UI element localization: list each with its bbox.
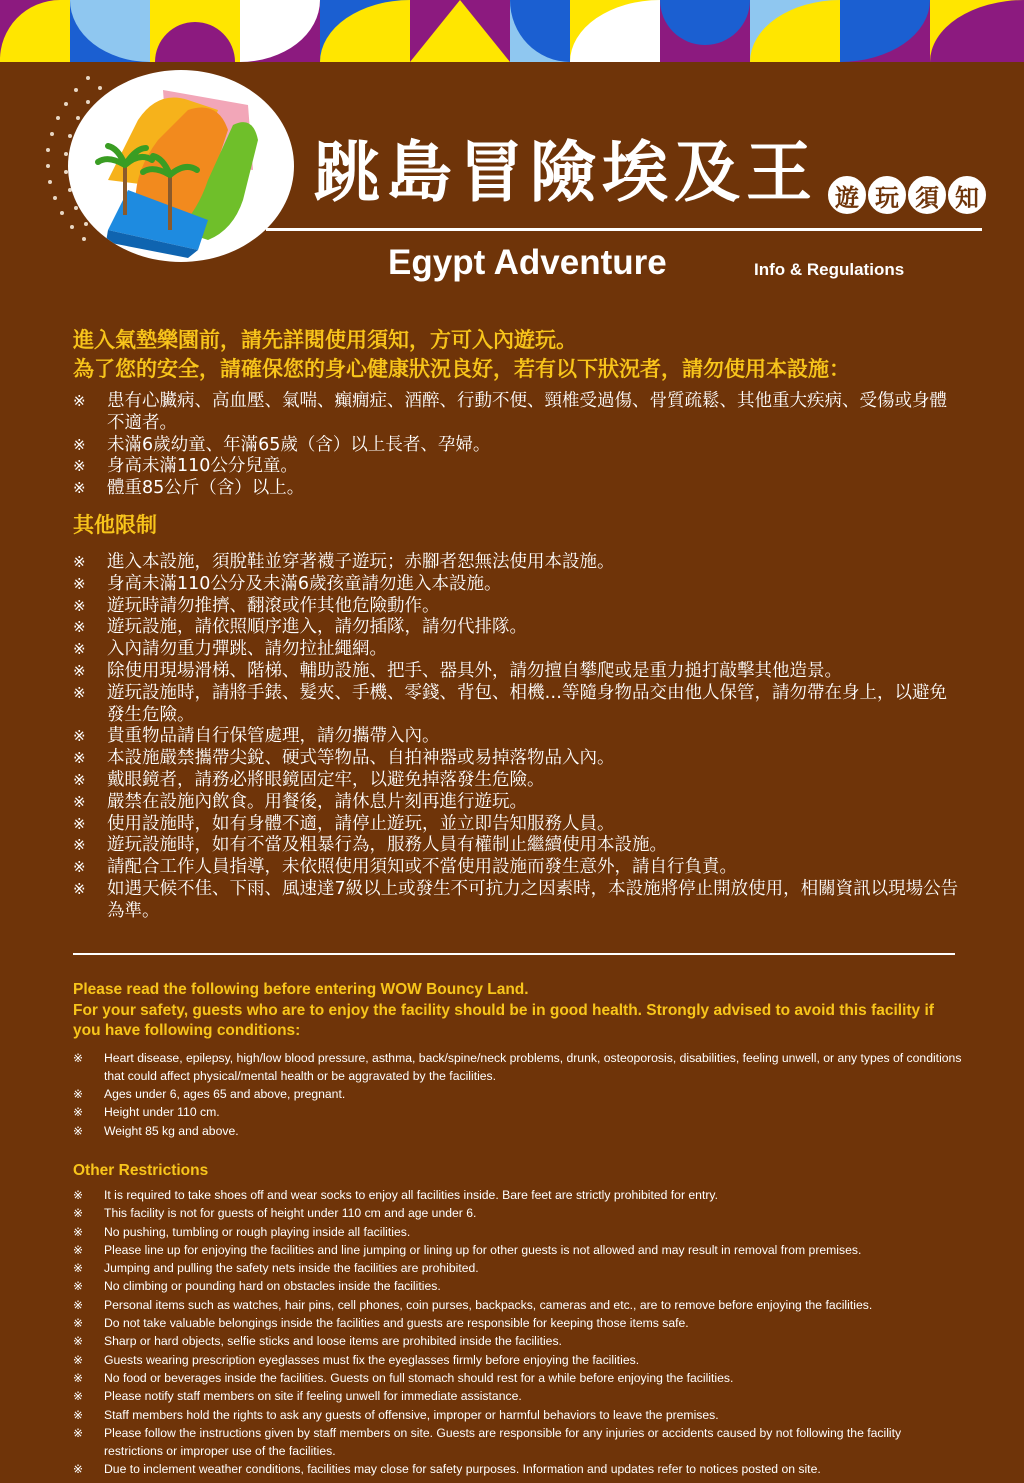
inflatable-slide-icon: [68, 70, 294, 262]
list-item: [73, 1406, 963, 1424]
bullet-mark-icon: ※: [73, 596, 86, 615]
list-item-text: No climbing or pounding hard on obstacles inside the facilities.: [104, 1279, 441, 1294]
list-item: [73, 435, 963, 457]
bullet-mark-icon: ※: [73, 1352, 84, 1367]
list-item: [73, 596, 963, 618]
bullet-mark-icon: ※: [73, 1425, 84, 1440]
list-item: [73, 1186, 963, 1204]
bullet-mark-icon: ※: [73, 1224, 84, 1239]
title-underline: [266, 228, 982, 231]
bullet-mark-icon: ※: [73, 1316, 84, 1331]
list-item-text: 遊玩設施時，請將手錶、髮夾、手機、零錢、背包、相機…等隨身物品交由他人保管，請勿帶在身上，以避免發生危險。: [107, 682, 947, 725]
list-item: [73, 1241, 963, 1259]
list-item-text: 身高未滿110公分及未滿6歲孩童請勿進入本設施。: [107, 573, 502, 594]
zh-intro-line-1: 進入氣墊樂園前，請先詳閱使用須知，方可入內遊玩。: [73, 328, 577, 352]
list-item-text: This facility is not for guests of height under 110 cm and age under 6.: [104, 1206, 477, 1221]
bullet-mark-icon: ※: [73, 749, 86, 768]
english-title: Egypt Adventure: [388, 243, 667, 282]
logo-illustration: [68, 70, 294, 262]
bullet-mark-icon: ※: [73, 1050, 84, 1065]
page-title: 跳島冒險埃及王: [314, 134, 818, 211]
list-item-text: It is required to take shoes off and wear socks to enjoy all facilities inside. Bare feet are strictly prohibited for entry.: [104, 1187, 718, 1202]
bullet-mark-icon: ※: [73, 1187, 84, 1202]
list-item-text: Sharp or hard objects, selfie sticks and loose items are prohibited inside the facilities.: [104, 1334, 562, 1349]
list-item: [73, 1103, 963, 1121]
bullet-mark-icon: ※: [73, 1334, 84, 1349]
bullet-mark-icon: ※: [73, 479, 86, 498]
list-item-text: 貴重物品請自行保管處理，請勿攜帶入內。: [107, 726, 440, 747]
list-item: [73, 456, 963, 478]
list-item: [73, 726, 963, 748]
list-item: [73, 1277, 963, 1295]
list-item: [73, 1332, 963, 1350]
list-item: [73, 1351, 963, 1369]
section-divider: [73, 953, 955, 955]
bullet-mark-icon: ※: [73, 1261, 84, 1276]
list-item-text: No food or beverages inside the facilities. Guests on full stomach should rest for a while before enjoying the facilities.: [104, 1370, 734, 1385]
list-item-text: 入內請勿重力彈跳、請勿拉扯繩網。: [107, 639, 387, 660]
rules-badge-group: [826, 174, 986, 216]
list-item-text: Guests wearing prescription eyeglasses must fix the eyeglasses firmly before enjoying the facilities.: [104, 1352, 640, 1367]
en-intro-line-2: For your safety, guests who are to enjoy the facility should be in good health. Strongly advised to avoid this facility if you have following conditions:: [73, 1001, 934, 1039]
badge-char: 須: [906, 174, 948, 216]
bullet-mark-icon: ※: [73, 640, 86, 659]
list-item-text: 體重85公斤（含）以上。: [107, 478, 305, 499]
list-item-text: 請配合工作人員指導，未依照使用須知或不當使用設施而發生意外，請自行負責。: [107, 857, 737, 878]
list-item: [73, 552, 963, 574]
list-item: [73, 574, 963, 596]
badge-char: 玩: [866, 174, 908, 216]
list-item-text: 遊玩設施，請依照順序進入，請勿插隊，請勿代排隊。: [107, 617, 527, 638]
list-item-text: 患有心臟病、高血壓、氣喘、癲癇症、酒醉、行動不便、頸椎受過傷、骨質疏鬆、其他重大疾病、受傷或身體不適者。: [107, 391, 947, 433]
list-item-text: 遊玩設施時，如有不當及粗暴行為，服務人員有權制止繼續使用本設施。: [107, 835, 667, 856]
bullet-mark-icon: ※: [73, 457, 86, 476]
list-item-text: No pushing, tumbling or rough playing inside all facilities.: [104, 1224, 411, 1239]
list-item-text: 遊玩時請勿推擠、翻滾或作其他危險動作。: [107, 595, 440, 616]
bullet-mark-icon: ※: [73, 1087, 84, 1102]
list-item-text: Please follow the instructions given by staff members on site. Guests are responsible for any injuries or accidents caused by not following the facility restrictions or improper use of the facilities.: [104, 1425, 902, 1459]
list-item: [73, 1122, 963, 1140]
list-item: [73, 617, 963, 639]
en-other-restrictions-heading: Other Restrictions: [73, 1161, 209, 1179]
english-subtitle: Info & Regulations: [754, 260, 905, 279]
list-item: [73, 879, 963, 923]
bullet-mark-icon: ※: [73, 858, 86, 877]
list-item-text: Ages under 6, ages 65 and above, pregnant.: [104, 1087, 346, 1102]
decorative-banner: [0, 0, 1024, 62]
list-item: [73, 770, 963, 792]
bullet-mark-icon: ※: [73, 552, 86, 571]
list-item-text: Please line up for enjoying the facilities and line jumping or lining up for other guests is not allowed and may result in removal from premises.: [104, 1242, 862, 1257]
list-item: [73, 1460, 963, 1478]
bullet-mark-icon: ※: [73, 1462, 84, 1477]
list-item-text: 嚴禁在設施內飲食。用餐後，請休息片刻再進行遊玩。: [107, 791, 527, 812]
list-item: [73, 1049, 963, 1086]
bullet-mark-icon: ※: [73, 836, 86, 855]
list-item: [73, 683, 963, 727]
bullet-mark-icon: ※: [73, 1206, 84, 1221]
list-item-text: Heart disease, epilepsy, high/low blood pressure, asthma, back/spine/neck problems, drunk, osteoporosis, disabilities, feeling unwell, or any types of conditions that could affect physical/mental health or be aggravated by the facilities.: [104, 1050, 962, 1083]
bullet-mark-icon: ※: [73, 661, 86, 680]
bullet-mark-icon: ※: [73, 392, 86, 410]
list-item: [73, 857, 963, 879]
list-item-text: 除使用現場滑梯、階梯、輔助設施、把手、器具外，請勿擅自攀爬或是重力搥打敲擊其他造景。: [107, 660, 842, 681]
en-intro-line-1: Please read the following before entering WOW Bouncy Land.: [73, 981, 529, 998]
list-item: [73, 1204, 963, 1222]
list-item: [73, 1259, 963, 1277]
bullet-mark-icon: ※: [73, 1389, 84, 1404]
bullet-mark-icon: ※: [73, 1123, 84, 1138]
list-item: [73, 478, 963, 500]
list-item: [73, 814, 963, 836]
list-item-text: 本設施嚴禁攜帶尖銳、硬式等物品、自拍神器或易掉落物品入內。: [107, 748, 615, 769]
list-item-text: 進入本設施，須脫鞋並穿著襪子遊玩；赤腳者恕無法使用本設施。: [107, 551, 615, 572]
bullet-mark-icon: ※: [73, 792, 86, 811]
en-restrictions-list: [73, 1186, 963, 1479]
bullet-mark-icon: ※: [73, 1105, 84, 1120]
bullet-mark-icon: ※: [73, 1407, 84, 1422]
bullet-mark-icon: ※: [73, 574, 86, 593]
list-item-text: Staff members hold the rights to ask any guests of offensive, improper or harmful behaviors to leave the premises.: [104, 1407, 719, 1422]
banner-pattern: [0, 0, 1024, 62]
list-item-text: 如遇天候不佳、下雨、風速達7級以上或發生不可抗力之因素時，本設施將停止開放使用，相關資訊以現場公告為準。: [107, 878, 959, 921]
list-item-text: Jumping and pulling the safety nets inside the facilities are prohibited.: [104, 1261, 479, 1276]
zh-other-restrictions-heading: 其他限制: [73, 512, 157, 537]
bullet-mark-icon: ※: [73, 1370, 84, 1385]
list-item-text: Height under 110 cm.: [104, 1105, 220, 1120]
list-item: [73, 1223, 963, 1241]
bullet-mark-icon: ※: [73, 435, 86, 454]
list-item-text: 身高未滿110公分兒童。: [107, 456, 298, 477]
list-item-text: Due to inclement weather conditions, facilities may close for safety purposes. Information and updates refer to notices posted on site.: [104, 1462, 821, 1477]
list-item-text: 戴眼鏡者，請務必將眼鏡固定牢，以避免掉落發生危險。: [107, 769, 545, 790]
list-item: [73, 661, 963, 683]
list-item-text: Do not take valuable belongings inside the facilities and guests are responsible for keeping those items safe.: [104, 1316, 689, 1331]
zh-intro-line-2: 為了您的安全，請確保您的身心健康狀況良好，若有以下狀況者，請勿使用本設施：: [73, 357, 850, 381]
list-item: [73, 1424, 963, 1461]
bullet-mark-icon: ※: [73, 618, 86, 637]
list-item: [73, 639, 963, 661]
bullet-mark-icon: ※: [73, 814, 86, 833]
list-item-text: Weight 85 kg and above.: [104, 1123, 239, 1138]
list-item: [73, 835, 963, 857]
list-item: [73, 1314, 963, 1332]
bullet-mark-icon: ※: [73, 1279, 84, 1294]
list-item: [73, 391, 963, 435]
list-item-text: 使用設施時，如有身體不適，請停止遊玩，並立即告知服務人員。: [107, 813, 615, 834]
bullet-mark-icon: ※: [73, 1297, 84, 1312]
zh-conditions-list: [73, 391, 963, 500]
english-rules-section: [73, 980, 963, 1479]
list-item-text: Please notify staff members on site if feeling unwell for immediate assistance.: [104, 1389, 522, 1404]
list-item: [73, 1387, 963, 1405]
list-item-text: Personal items such as watches, hair pins, cell phones, coin purses, backpacks, cameras and etc., are to remove before enjoying the facilities.: [104, 1297, 873, 1312]
list-item-text: 未滿6歲幼童、年滿65歲（含）以上長者、孕婦。: [107, 434, 491, 455]
list-item: [73, 792, 963, 814]
bullet-mark-icon: ※: [73, 683, 86, 702]
list-item: [73, 1369, 963, 1387]
bullet-mark-icon: ※: [73, 727, 86, 746]
list-item: [73, 1296, 963, 1314]
bullet-mark-icon: ※: [73, 1242, 84, 1257]
badge-char: 遊: [826, 174, 868, 216]
badge-char: 知: [946, 174, 988, 216]
list-item: [73, 1085, 963, 1103]
en-conditions-list: [73, 1049, 963, 1140]
list-item: [73, 748, 963, 770]
bullet-mark-icon: ※: [73, 770, 86, 789]
chinese-rules-section: [73, 326, 963, 923]
zh-restrictions-list: [73, 552, 963, 923]
bullet-mark-icon: ※: [73, 879, 86, 898]
